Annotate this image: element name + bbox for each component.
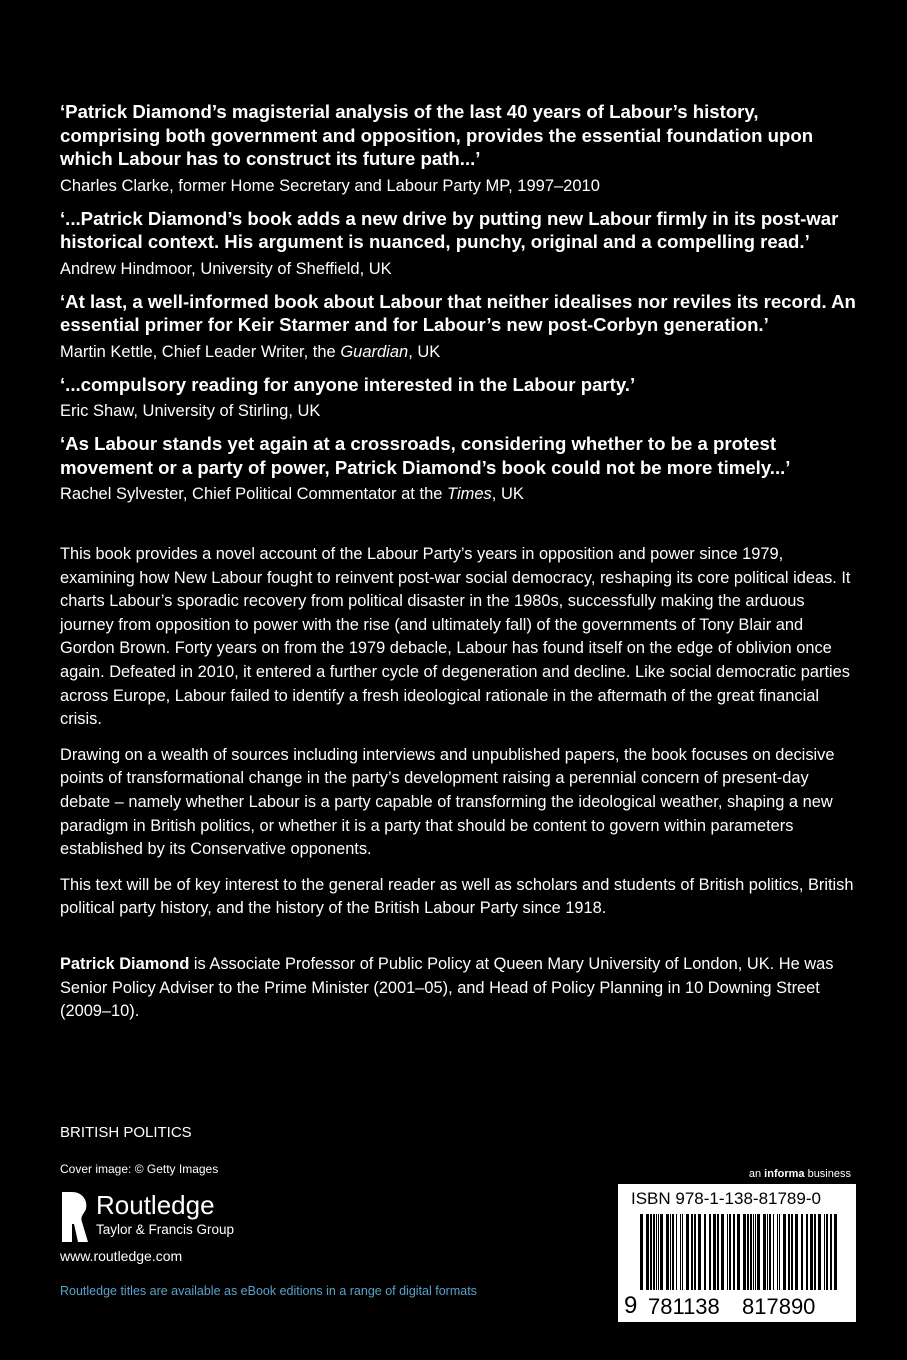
barcode-bar <box>795 1214 798 1290</box>
description-paragraph-3: This text will be of key interest to the general reader as well as scholars and students of British politics, British political party history, and the history of the British Labour Party since 1918. <box>60 875 854 918</box>
quote-text: ‘Patrick Diamond’s magisterial analysis of the last 40 years of Labour’s history, comprising both government and opposition, provides the essential foundation upon which Labour has to construct its future path...’ <box>60 101 814 169</box>
barcode-bar <box>698 1214 701 1290</box>
barcode-bar <box>666 1214 669 1290</box>
isbn-first-digit: 9 <box>624 1292 638 1319</box>
barcode-bar <box>737 1214 740 1290</box>
informa-text: business <box>804 1168 851 1180</box>
endorsement-2 <box>60 207 860 280</box>
quote-attribution: Charles Clarke, former Home Secretary and Labour Party MP, 1997–2010 <box>60 176 600 195</box>
isbn-digits-left: 781138 <box>648 1294 720 1319</box>
quote-text: ‘...Patrick Diamond’s book adds a new drive by putting new Labour firmly in its post-war historical context. His argument is nuanced, punchy, original and a compelling read.’ <box>60 207 839 252</box>
barcode-bar <box>806 1214 808 1290</box>
endorsement-4 <box>60 373 860 423</box>
publisher-group: Taylor & Francis Group <box>96 1222 235 1237</box>
attribution-publication: Times <box>447 485 492 503</box>
author-bio <box>60 953 860 1024</box>
quote-attribution <box>60 483 860 505</box>
barcode-bar <box>814 1214 816 1290</box>
cover-credit: Cover image: © Getty Images <box>60 1162 219 1176</box>
barcode-bar <box>717 1214 719 1290</box>
category-label: BRITISH POLITICS <box>60 1124 192 1141</box>
barcode-bar <box>691 1214 693 1290</box>
barcode-bar <box>757 1214 760 1290</box>
attribution-text: Martin Kettle, Chief Leader Writer, the <box>60 342 341 361</box>
barcode-bar <box>801 1214 803 1290</box>
barcode-bar <box>830 1214 832 1290</box>
barcode-bar <box>670 1214 671 1290</box>
barcode-bar <box>755 1214 756 1290</box>
quote-text: ‘As Labour stands yet again at a crossroads, considering whether to be a protest movement or a party of power, Patrick Diamond’s book could not be more timely...’ <box>60 433 791 478</box>
barcode-bar <box>777 1214 778 1290</box>
informa-brand: informa <box>764 1168 805 1180</box>
publisher-url[interactable]: www.routledge.com <box>60 1248 183 1264</box>
barcode-bar <box>672 1214 674 1290</box>
publisher-name: Routledge <box>96 1190 215 1220</box>
barcode-bar <box>767 1214 768 1290</box>
attribution-text: , UK <box>491 485 524 503</box>
barcode-bar <box>680 1214 681 1290</box>
barcode-bar <box>658 1214 659 1290</box>
barcode-bar <box>721 1214 724 1290</box>
quote-attribution: Andrew Hindmoor, University of Sheffield, UK <box>60 259 392 278</box>
endorsement-1 <box>60 100 860 197</box>
barcode-bar <box>773 1214 774 1290</box>
isbn-label: ISBN 978-1-138-81789-0 <box>631 1189 821 1208</box>
barcode-bar <box>694 1214 696 1290</box>
barcode-bar <box>646 1214 649 1290</box>
barcode-bar <box>682 1214 683 1290</box>
quote-attribution <box>60 341 860 363</box>
barcode-bar <box>743 1214 746 1290</box>
barcode-bar <box>656 1214 657 1290</box>
barcode-bar <box>704 1214 706 1290</box>
barcode-bar <box>713 1214 716 1290</box>
quote-text: ‘...compulsory reading for anyone interested in the Labour party.’ <box>60 373 636 395</box>
barcode-bars <box>640 1214 840 1296</box>
barcode-bar <box>686 1214 689 1290</box>
informa-text: an <box>748 1168 765 1180</box>
routledge-r-icon <box>60 1190 90 1244</box>
barcode-bar <box>791 1214 793 1290</box>
barcode-bar <box>826 1214 828 1290</box>
barcode-bar <box>640 1214 643 1290</box>
barcode-bar <box>788 1214 790 1290</box>
quote-attribution: Eric Shaw, University of Stirling, UK <box>60 402 321 420</box>
publisher-logo <box>60 1190 260 1244</box>
barcode-bar <box>824 1214 825 1290</box>
isbn-digits-right: 817890 <box>742 1294 816 1319</box>
endorsement-3 <box>60 290 860 363</box>
barcode-bar <box>653 1214 655 1290</box>
attribution-text: , UK <box>408 342 441 361</box>
barcode-bar <box>834 1214 837 1290</box>
endorsement-5 <box>60 432 860 505</box>
attribution-text: Rachel Sylvester, Chief Political Commentator at the <box>60 485 448 503</box>
ebook-note: Routledge titles are available as eBook editions in a range of digital formats <box>60 1284 477 1298</box>
barcode-bar <box>676 1214 677 1290</box>
barcode-bar <box>769 1214 771 1290</box>
cover-footer <box>0 1124 907 1319</box>
barcode-bar <box>750 1214 752 1290</box>
barcode-bar <box>753 1214 754 1290</box>
barcode-bar <box>818 1214 821 1290</box>
description-paragraph-2: Drawing on a wealth of sources including interviews and unpublished papers, the book focuses on decisive points of transformational change in the party’s development raising a perennial concern of present-day debate – namely whether Labour is a party capable of transforming the ideological weather, shaping a new paradigm in British politics, or whether it is a party that should be content to govern within parameters established by its Conservative opponents. <box>60 745 835 859</box>
barcode-bar <box>660 1214 663 1290</box>
barcode-bar <box>783 1214 786 1290</box>
informa-tagline <box>749 1168 851 1181</box>
attribution-publication: Guardian <box>340 342 409 361</box>
barcode-bar <box>727 1214 728 1290</box>
quote-text: ‘At last, a well-informed book about Labour that neither idealises nor reviles its record. An essential primer for Keir Starmer and for Labour’s new post-Corbyn generation.’ <box>60 290 856 335</box>
author-name: Patrick Diamond <box>60 954 190 973</box>
barcode-bar <box>779 1214 780 1290</box>
description-paragraph-1: This book provides a novel account of the Labour Party’s years in opposition and power since 1979, examining how New Labour fought to reinvent post-war social democracy, reshaping its core political ideas. It charts Labour’s sporadic recovery from political disaster in the 1980s, successfully making the arduous journey from opposition to power with the rise (and ultimately fall) of the governments of Tony Blair and Gordon Brown. Forty years on from the 1979 debacle, Labour has found itself on the edge of oblivion once again. Defeated in 2010, it entered a further cycle of degeneration and decline. Like social democratic parties across Europe, Labour failed to identify a fresh ideological rationale in the aftermath of the great financial crisis. <box>60 545 851 729</box>
barcode-bar <box>763 1214 766 1290</box>
barcode-bar <box>733 1214 735 1290</box>
barcode-bar <box>709 1214 711 1290</box>
barcode-bar <box>650 1214 652 1290</box>
barcode-bar <box>810 1214 813 1290</box>
barcode-bar <box>729 1214 731 1290</box>
barcode-bar <box>747 1214 749 1290</box>
isbn-barcode <box>618 1184 856 1322</box>
author-bio-text: is Associate Professor of Public Policy at Queen Mary University of London, UK. He was Senior Policy Adviser to the Prime Minister (2001–05), and Head of Policy Planning in 10 Downing Street (2009–10). <box>60 954 834 1021</box>
